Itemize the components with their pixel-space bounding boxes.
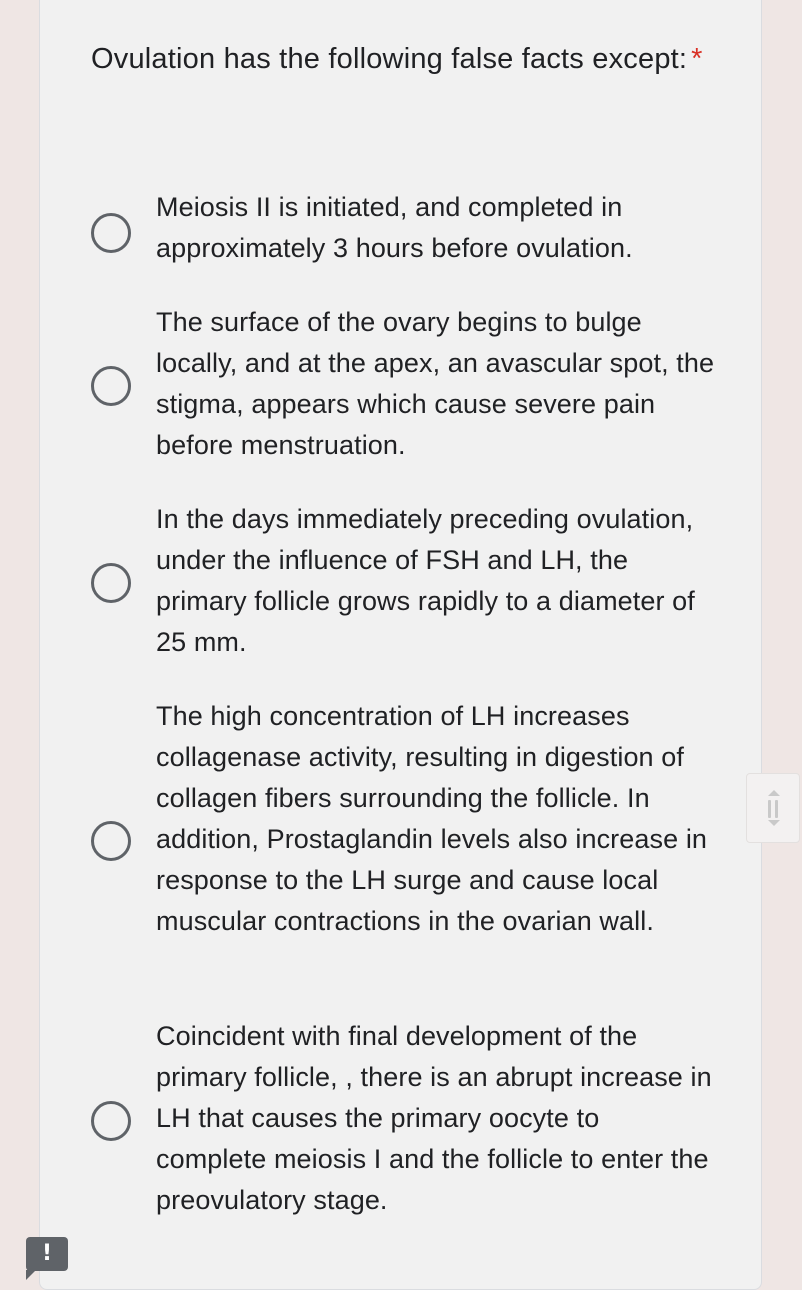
required-asterisk: * <box>691 43 703 75</box>
option-label[interactable]: The high concentration of LH increases collagenase activity, resulting in digestion of collagen fibers surrounding the follicle. In addition, Prostaglandin levels also increase in response to the LH surge and cause local muscular contractions in the ovarian wall. <box>156 701 708 936</box>
option-label[interactable]: The surface of the ovary begins to bulge locally, and at the apex, an avascular spot, the stigma, appears which cause severe pain before menstruation. <box>156 307 715 460</box>
drag-handle-icon[interactable] <box>746 773 800 843</box>
question-card <box>39 0 762 1290</box>
option-label[interactable]: In the days immediately preceding ovulation, under the influence of FSH and LH, the primary follicle grows rapidly to a diameter of 25 mm. <box>156 504 695 657</box>
option-label[interactable]: Coincident with final development of the primary follicle, , there is an abrupt increase in LH that causes the primary oocyte to complete meiosis I and the follicle to enter the preovulatory stage. <box>156 1021 712 1215</box>
question-title <box>91 35 711 84</box>
radio-button[interactable] <box>91 1101 131 1141</box>
chevron-down-icon <box>768 820 780 826</box>
radio-button[interactable] <box>91 366 131 406</box>
radio-button[interactable] <box>91 563 131 603</box>
chevron-up-icon <box>768 790 780 796</box>
exclamation-icon[interactable]: ! <box>26 1237 68 1271</box>
handle-bar <box>775 800 778 818</box>
radio-button[interactable] <box>91 821 131 861</box>
option-label[interactable]: Meiosis II is initiated, and completed in approximately 3 hours before ovulation. <box>156 192 633 263</box>
handle-bar <box>768 800 771 818</box>
radio-button[interactable] <box>91 213 131 253</box>
question-text: Ovulation has the following false facts except: <box>91 43 688 75</box>
